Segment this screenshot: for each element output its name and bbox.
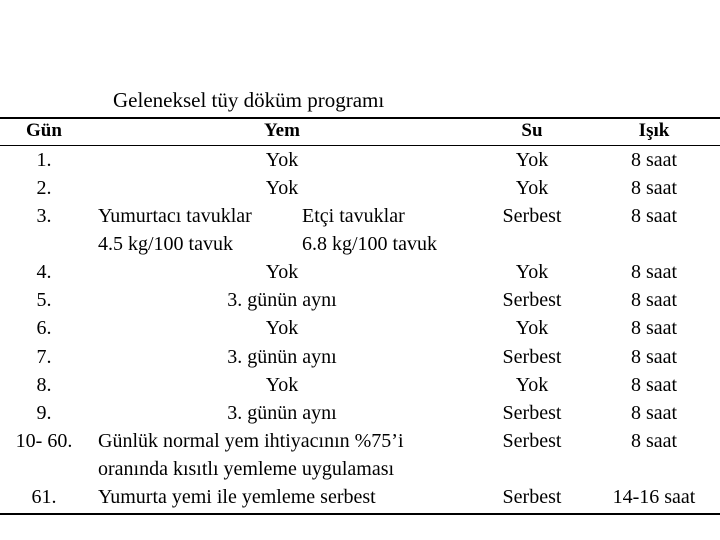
table-bottom-rule [0,513,720,515]
row-1-gun: 1. [36,149,52,171]
row-4-isik: 8 saat [630,261,678,283]
header-rule [0,145,720,146]
row-10-su: Serbest [502,430,562,452]
row-7-su: Serbest [502,346,562,368]
table-title: Geleneksel tüy döküm programı [113,88,385,112]
row-10-gun: 10- 60. [15,430,73,452]
row-9-isik: 8 saat [630,402,678,424]
row-2-gun: 2. [36,177,52,199]
row-3-su: Serbest [502,205,562,227]
row-4-su: Yok [515,261,549,283]
header-isik: Işık [638,120,670,141]
row-7-yem: 3. günün aynı [227,346,337,368]
row-6-su: Yok [515,317,549,339]
header-gun: Gün [26,120,62,141]
row-2-isik: 8 saat [630,177,678,199]
row-4-gun: 4. [36,261,52,283]
row-3-yem-broiler-label: Etçi tavuklar [302,205,405,227]
row-8-gun: 8. [36,374,52,396]
row-5-gun: 5. [36,289,52,311]
row-9-gun: 9. [36,402,52,424]
header-su: Su [521,120,543,141]
row-8-isik: 8 saat [630,374,678,396]
header-yem: Yem [264,120,300,141]
row-10-yem-line-1: Günlük normal yem ihtiyacının %75’i [98,430,404,452]
row-9-su: Serbest [502,402,562,424]
row-6-gun: 6. [36,317,52,339]
row-6-isik: 8 saat [630,317,678,339]
row-10-isik: 8 saat [630,430,678,452]
row-4-yem: Yok [265,261,299,283]
row-7-gun: 7. [36,346,52,368]
row-3-yem-layer-amount: 4.5 kg/100 tavuk [98,233,233,255]
row-8-yem: Yok [265,374,299,396]
row-7-isik: 8 saat [630,346,678,368]
row-5-yem: 3. günün aynı [227,289,337,311]
row-2-su: Yok [515,177,549,199]
row-5-su: Serbest [502,289,562,311]
row-6-yem: Yok [265,317,299,339]
row-5-isik: 8 saat [630,289,678,311]
row-2-yem: Yok [265,177,299,199]
row-11-gun: 61. [31,486,57,508]
row-9-yem: 3. günün aynı [227,402,337,424]
row-3-yem-broiler-amount: 6.8 kg/100 tavuk [302,233,437,255]
row-1-isik: 8 saat [630,149,678,171]
row-1-su: Yok [515,149,549,171]
row-10-yem-line-2: oranında kısıtlı yemleme uygulaması [98,458,395,480]
row-1-yem: Yok [265,149,299,171]
row-11-yem: Yumurta yemi ile yemleme serbest [98,486,376,508]
row-11-isik: 14-16 saat [612,486,696,508]
row-8-su: Yok [515,374,549,396]
row-3-gun: 3. [36,205,52,227]
row-3-isik: 8 saat [630,205,678,227]
row-3-yem-layer-label: Yumurtacı tavuklar [98,205,252,227]
row-11-su: Serbest [502,486,562,508]
